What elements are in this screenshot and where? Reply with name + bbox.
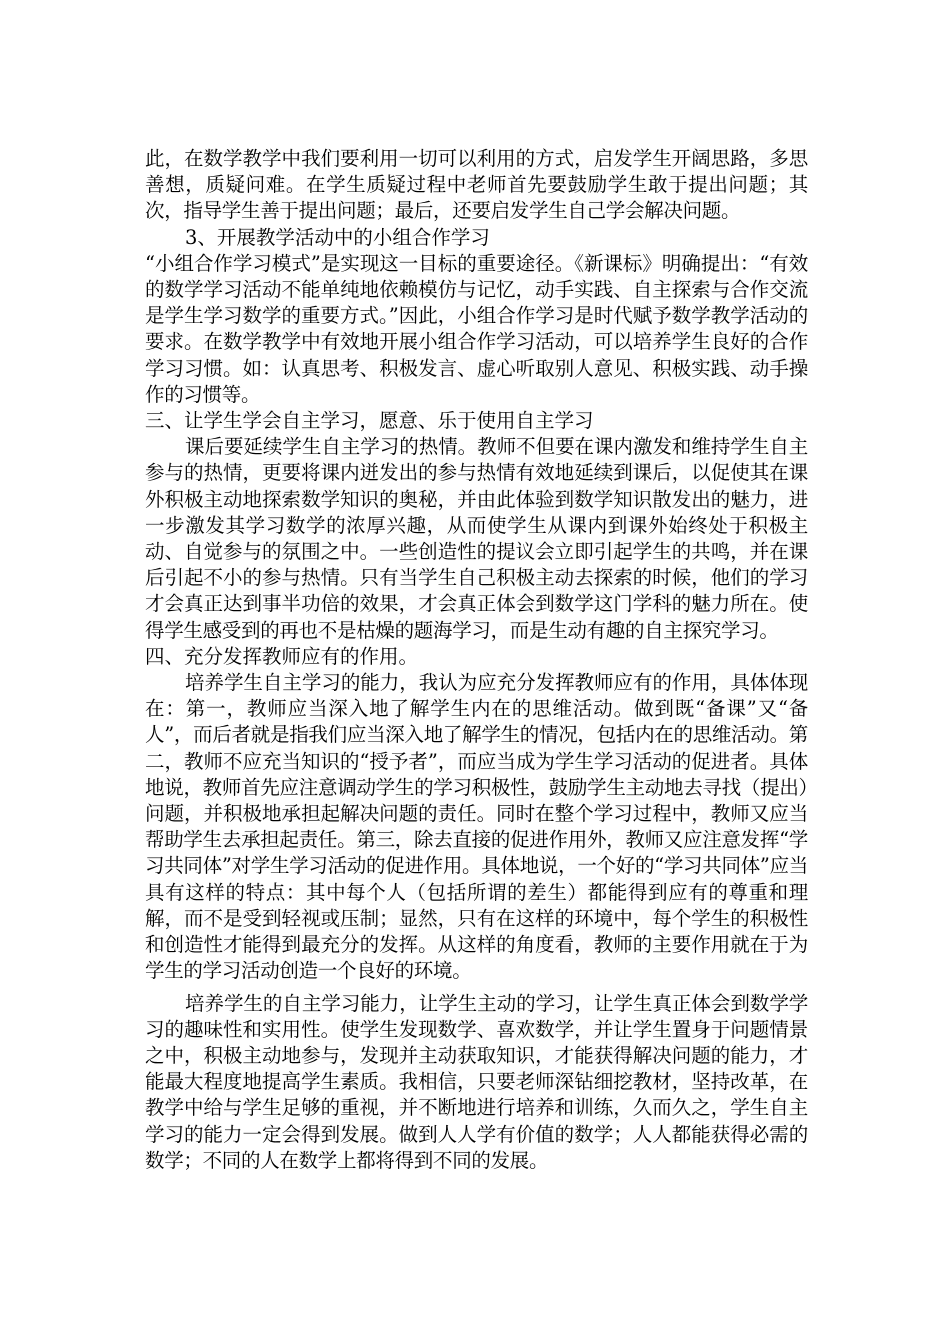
paragraph-2: “小组合作学习模式”是实现这一目标的重要途径。《新课标》明确提出：“有效的数学学习活动不能单纯地依赖模仿与记忆，动手实践、自主探索与合作交流是学生学习数学的重要方式。”因此，小组合作学习是时代赋予数学教学活动的要求。在数学教学中有效地开展小组合作学习活动，可以培养学生良好的合作学习习惯。如：认真思考、积极发言、虚心听取别人意见、积极实践、动手操作的习惯等。: [145, 251, 808, 406]
subheading-3: 3、开展教学活动中的小组合作学习: [185, 225, 490, 249]
paragraph-3: 课后要延续学生自主学习的热情。教师不但要在课内激发和维持学生自主参与的热情，更要将课内迸发出的参与热情有效地延续到课后，以促使其在课外积极主动地探索数学知识的奥秘，并由此体验到数学知识散发出的魅力，进一步激发其学习数学的浓厚兴趣，从而使学生从课内到课外始终处于积极主动、自觉参与的氛围之中。一些创造性的提议会立即引起学生的共鸣，并在课后引起不小的参与热情。只有当学生自己积极主动去探索的时候，他们的学习才会真正达到事半功倍的效果，才会真正体会到数学这门学科的魅力所在。使得学生感受到的再也不是枯燥的题海学习，而是生动有趣的自主探究学习。: [145, 435, 808, 642]
section-4-title: 四、充分发挥教师应有的作用。: [145, 644, 419, 668]
paragraph-1: 此，在数学教学中我们要利用一切可以利用的方式，启发学生开阔思路，多思善想，质疑问难。在学生质疑过程中老师首先要鼓励学生敢于提出问题；其次，指导学生善于提出问题；最后，还要启发学生自己学会解决问题。: [145, 147, 808, 223]
paragraph-5: 培养学生的自主学习能力，让学生主动的学习，让学生真正体会到数学学习的趣味性和实用性。使学生发现数学、喜欢数学，并让学生置身于问题情景之中，积极主动地参与，发现并主动获取知识，才能获得解决问题的能力，才能最大程度地提高学生素质。我相信，只要老师深钻细挖教材，坚持改革，在教学中给与学生足够的重视，并不断地进行培养和训练，久而久之，学生自主学习的能力一定会得到发展。做到人人学有价值的数学；人人都能获得必需的数学；不同的人在数学上都将得到不同的发展。: [145, 991, 808, 1172]
section-3-title: 三、让学生学会自主学习，愿意、乐于使用自主学习: [145, 409, 594, 433]
document-body: [145, 146, 808, 1174]
paragraph-4: 培养学生自主学习的能力，我认为应充分发挥教师应有的作用，具体体现在：第一，教师应当深入地了解学生内在的思维活动。做到既“备课”又“备人”，而后者就是指我们应当深入地了解学生的情况，包括内在的思维活动。第二，教师不应充当知识的“授予者”，而应当成为学生学习活动的促进者。具体地说，教师首先应注意调动学生的学习积极性，鼓励学生主动地去寻找（提出）问题，并积极地承担起解决问题的责任。同时在整个学习过程中，教师又应当帮助学生去承担起责任。第三，除去直接的促进作用外，教师又应注意发挥“学习共同体”对学生学习活动的促进作用。具体地说，一个好的“学习共同体”应当具有这样的特点：其中每个人（包括所谓的差生）都能得到应有的尊重和理解，而不是受到轻视或压制；显然，只有在这样的环境中，每个学生的积极性和创造性才能得到最充分的发挥。从这样的角度看，教师的主要作用就在于为学生的学习活动创造一个良好的环境。: [145, 671, 808, 983]
